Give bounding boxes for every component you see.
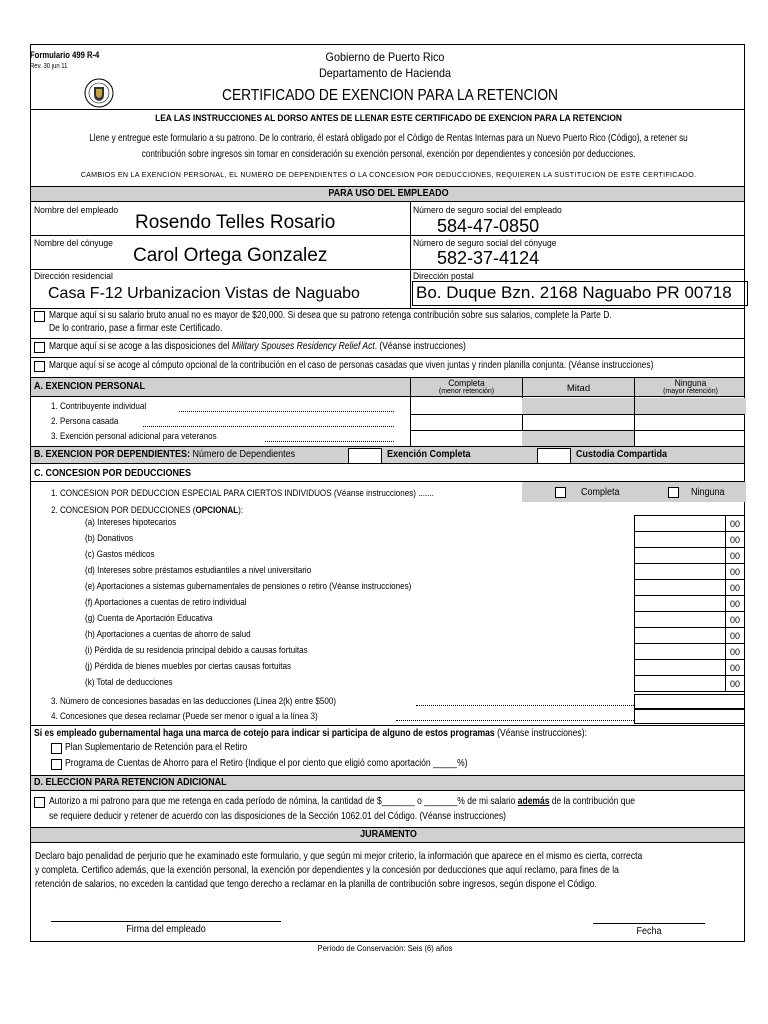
section-b-title <box>34 449 295 461</box>
c-line-2 <box>51 505 243 516</box>
col-completa-sub: (menor retención) <box>438 388 495 395</box>
deduction-amount-input[interactable] <box>634 515 726 532</box>
c4-input[interactable] <box>634 709 745 724</box>
military-pre: Marque aquí si se acoge a las disposiciones del <box>49 341 230 352</box>
c3-input[interactable] <box>634 694 745 709</box>
postal-label: Dirección postal <box>413 271 474 282</box>
num-dependents-input[interactable] <box>348 448 382 464</box>
dept-name: Departamento de Hacienda <box>318 66 452 80</box>
c1-ninguna-label: Ninguna <box>691 487 725 498</box>
address-label: Dirección residencial <box>34 271 113 282</box>
section-a-title: A. EXENCION PERSONAL <box>34 381 146 392</box>
col-ninguna-sub: (mayor retención) <box>663 388 718 395</box>
deduction-cents: 00 <box>725 579 745 596</box>
address-value[interactable]: Casa F-12 Urbanizacion Vistas de Naguabo <box>48 285 360 302</box>
retention-period: Período de Conservación: Seis (6) años <box>317 944 453 953</box>
deduction-cents: 00 <box>725 515 745 532</box>
deduction-item-label: (k) Total de deducciones <box>85 677 173 688</box>
spouse-ssn-label: Número de seguro social del cónyuge <box>413 238 557 249</box>
form-body <box>30 44 745 942</box>
salary-text-2: De lo contrario, pase a firmar este Certificado. <box>49 323 223 334</box>
lea-instructions: LEA LAS INSTRUCCIONES AL DORSO ANTES DE LLENAR ESTE CERTIFICADO DE EXENCION PARA LA RETENCION <box>155 113 622 124</box>
deduction-amount-input[interactable] <box>634 595 726 612</box>
deduction-amount-input[interactable] <box>634 611 726 628</box>
d-line-2: se requiere deducir y retener de acuerdo con las disposiciones de la Sección 1062.01 del Código. (Véanse instrucciones) <box>49 811 506 822</box>
deduction-cents: 00 <box>725 643 745 660</box>
gov-name: Gobierno de Puerto Rico <box>325 50 445 64</box>
a-row-1: 1. Contribuyente individual <box>51 401 147 412</box>
deduction-item-label: (c) Gastos médicos <box>85 549 155 560</box>
military-checkbox[interactable] <box>34 342 45 353</box>
deduction-item-label: (b) Donativos <box>85 533 134 544</box>
form-number: Formulario 499 R-4 <box>30 50 100 60</box>
date-line[interactable] <box>593 923 705 924</box>
c1-completa-checkbox[interactable] <box>555 487 566 498</box>
salary-text-1: Marque aquí si su salario bruto anual no es mayor de $20,000. Si desea que su patrono retenga contribución sobre sus salarios, complete la Parte D. <box>49 310 612 321</box>
fecha-label: Fecha <box>636 926 662 937</box>
exencion-completa-input[interactable] <box>537 448 571 464</box>
exencion-completa-label: Exención Completa <box>387 449 471 460</box>
juramento-title: JURAMENTO <box>360 829 417 840</box>
llene-line1: Llene y entregue este formulario a su patrono. De lo contrario, él estará obligado por el Código de Rentas Internas para un Nuevo Puerto Rico (Código), a retener su <box>89 133 688 144</box>
deduction-cents: 00 <box>725 611 745 628</box>
d-line-1-pre: Autorizo a mi patrono para que me retenga en cada período de nómina, la cantidad de $_______ o _______% de mi salario <box>49 796 516 807</box>
cambios-note: CAMBIOS EN LA EXENCION PERSONAL, EL NUMERO DE DEPENDIENTES O LA CONCESION POR DEDUCCIONES, REQUIEREN LA SUSTITUCION DE ESTE CERTIFICADO. <box>80 170 697 179</box>
salary-checkbox[interactable] <box>34 311 45 322</box>
juramento-p2: y completa. Certifico además, que la exención personal, la exención por dependientes y la concesión por deducciones que aquí reclamo, para fines de la <box>35 864 619 876</box>
deduction-item-label: (h) Aportaciones a cuentas de ahorro de salud <box>85 629 251 640</box>
optional-computation-checkbox[interactable] <box>34 361 45 372</box>
c1-completa-label: Completa <box>581 487 620 498</box>
deduction-cents: 00 <box>725 531 745 548</box>
deduction-amount-input[interactable] <box>634 531 726 548</box>
spouse-name-label: Nombre del cónyuge <box>34 238 113 249</box>
military-text <box>49 341 466 353</box>
postal-address-value[interactable]: Bo. Duque Bzn. 2168 Naguabo PR 00718 <box>416 283 732 302</box>
optional-computation-text: Marque aquí si se acoge al cómputo opcional de la contribución en el caso de personas casadas que viven juntas y rinden planilla conjunta. (Véanse instrucciones) <box>49 360 654 371</box>
military-act: Military Spouses Residency Relief Act <box>231 341 375 352</box>
col-ninguna: Ninguna <box>674 378 707 389</box>
signature-line[interactable] <box>51 921 281 922</box>
a-row-2: 2. Persona casada <box>51 416 119 427</box>
juramento-p1: Declaro bajo penalidad de perjurio que he examinado este formulario, y que según mi mejor criterio, la información que aparece en el mismo es cierta, correcta <box>35 850 643 862</box>
deduction-amount-input[interactable] <box>634 547 726 564</box>
section-c-title: C. CONCESION POR DEDUCCIONES <box>34 468 192 479</box>
revision: Rev. 30 jun 11 <box>30 63 68 70</box>
page-title: CERTIFICADO DE EXENCION PARA LA RETENCION <box>222 87 558 104</box>
c-line-2-pre: 2. CONCESION POR DEDUCCIONES ( <box>51 505 196 516</box>
plan-suplementario-checkbox[interactable] <box>51 743 62 754</box>
employee-ssn-label: Número de seguro social del empleado <box>413 205 562 216</box>
additional-withholding-checkbox[interactable] <box>34 797 45 808</box>
deduction-item-label: (i) Pérdida de su residencia principal debido a causas fortuitas <box>85 645 308 656</box>
deduction-item-label: (g) Cuenta de Aportación Educativa <box>85 613 213 624</box>
deduction-amount-input[interactable] <box>634 579 726 596</box>
c-line-1: 1. CONCESION POR DEDUCCION ESPECIAL PARA CIERTOS INDIVIDUOS (Véanse instrucciones) ....... <box>51 488 434 499</box>
custodia-compartida-label: Custodia Compartida <box>576 449 668 460</box>
deduction-item-label: (f) Aportaciones a cuentas de retiro individual <box>85 597 247 608</box>
employee-name-value[interactable]: Rosendo Telles Rosario <box>135 212 336 233</box>
employee-ssn-value[interactable]: 584-47-0850 <box>437 216 540 236</box>
a-row-3: 3. Exención personal adicional para veteranos <box>51 431 217 442</box>
section-d-title: D. ELECCION PARA RETENCION ADICIONAL <box>34 777 227 788</box>
c-line-2-post: ): <box>238 505 244 516</box>
employee-name-label: Nombre del empleado <box>34 205 119 216</box>
c-line-2-bold: OPCIONAL <box>195 505 239 516</box>
spouse-name-value[interactable]: Carol Ortega Gonzalez <box>133 245 328 266</box>
deduction-item-label: (e) Aportaciones a sistemas gubernamentales de pensiones o retiro (Véanse instrucciones) <box>85 581 412 592</box>
deduction-cents: 00 <box>725 659 745 676</box>
llene-line2: contribución sobre ingresos sin tomar en consideración su exención personal, exención por dependientes y concesión por deducciones. <box>141 149 636 160</box>
section-header-employee: PARA USO DEL EMPLEADO <box>328 188 449 199</box>
gov-programs-bold: Si es empleado gubernamental haga una marca de cotejo para indicar si participa de alguno de estos programas <box>34 728 495 739</box>
deduction-cents: 00 <box>725 675 745 692</box>
c1-ninguna-checkbox[interactable] <box>668 487 679 498</box>
d-line-1-post: de la contribución que <box>551 796 635 807</box>
plan-suplementario-label: Plan Suplementario de Retención para el Retiro <box>65 742 248 753</box>
spouse-ssn-value[interactable]: 582-37-4124 <box>437 248 540 268</box>
col-completa: Completa <box>448 378 485 389</box>
deduction-amount-input[interactable] <box>634 563 726 580</box>
deduction-amount-input[interactable] <box>634 643 726 660</box>
cuentas-ahorro-checkbox[interactable] <box>51 759 62 770</box>
deduction-amount-input[interactable] <box>634 659 726 676</box>
num-dependents-label: Número de Dependientes <box>192 449 296 460</box>
cuentas-ahorro-label: Programa de Cuentas de Ahorro para el Retiro (Indique el por ciento que eligió como aportación _____%) <box>65 758 468 769</box>
deduction-item-label: (d) Intereses sobre préstamos estudiantiles a nivel universitario <box>85 565 312 576</box>
section-b-title-text: B. EXENCION POR DEPENDIENTES: <box>34 449 191 460</box>
d-line-1-bold: además <box>517 796 550 807</box>
deduction-cents: 00 <box>725 595 745 612</box>
gov-programs-post: (Véanse instrucciones): <box>494 728 587 739</box>
c-line-4: 4. Concesiones que desea reclamar (Puede ser menor o igual a la línea 3) <box>51 711 318 722</box>
deduction-item-label: (j) Pérdida de bienes muebles por ciertas causas fortuitas <box>85 661 292 672</box>
deduction-amount-input[interactable] <box>634 675 726 692</box>
deduction-cents: 00 <box>725 563 745 580</box>
deduction-cents: 00 <box>725 547 745 564</box>
military-post: . (Véanse instrucciones) <box>374 341 466 352</box>
col-mitad: Mitad <box>566 383 591 394</box>
firma-label: Firma del empleado <box>126 924 206 935</box>
deduction-cents: 00 <box>725 627 745 644</box>
juramento-p3: retención de salarios, no exceden la cantidad que tengo derecho a reclamar en la planilla de contribución sobre ingresos, según dispone el Código. <box>35 878 597 890</box>
deduction-amount-input[interactable] <box>634 627 726 644</box>
d-line-1 <box>49 796 635 808</box>
deduction-item-label: (a) Intereses hipotecarios <box>85 517 177 528</box>
gov-programs-text <box>34 728 587 740</box>
c-line-3: 3. Número de concesiones basadas en las deducciones (Línea 2(k) entre $500) <box>51 696 337 707</box>
